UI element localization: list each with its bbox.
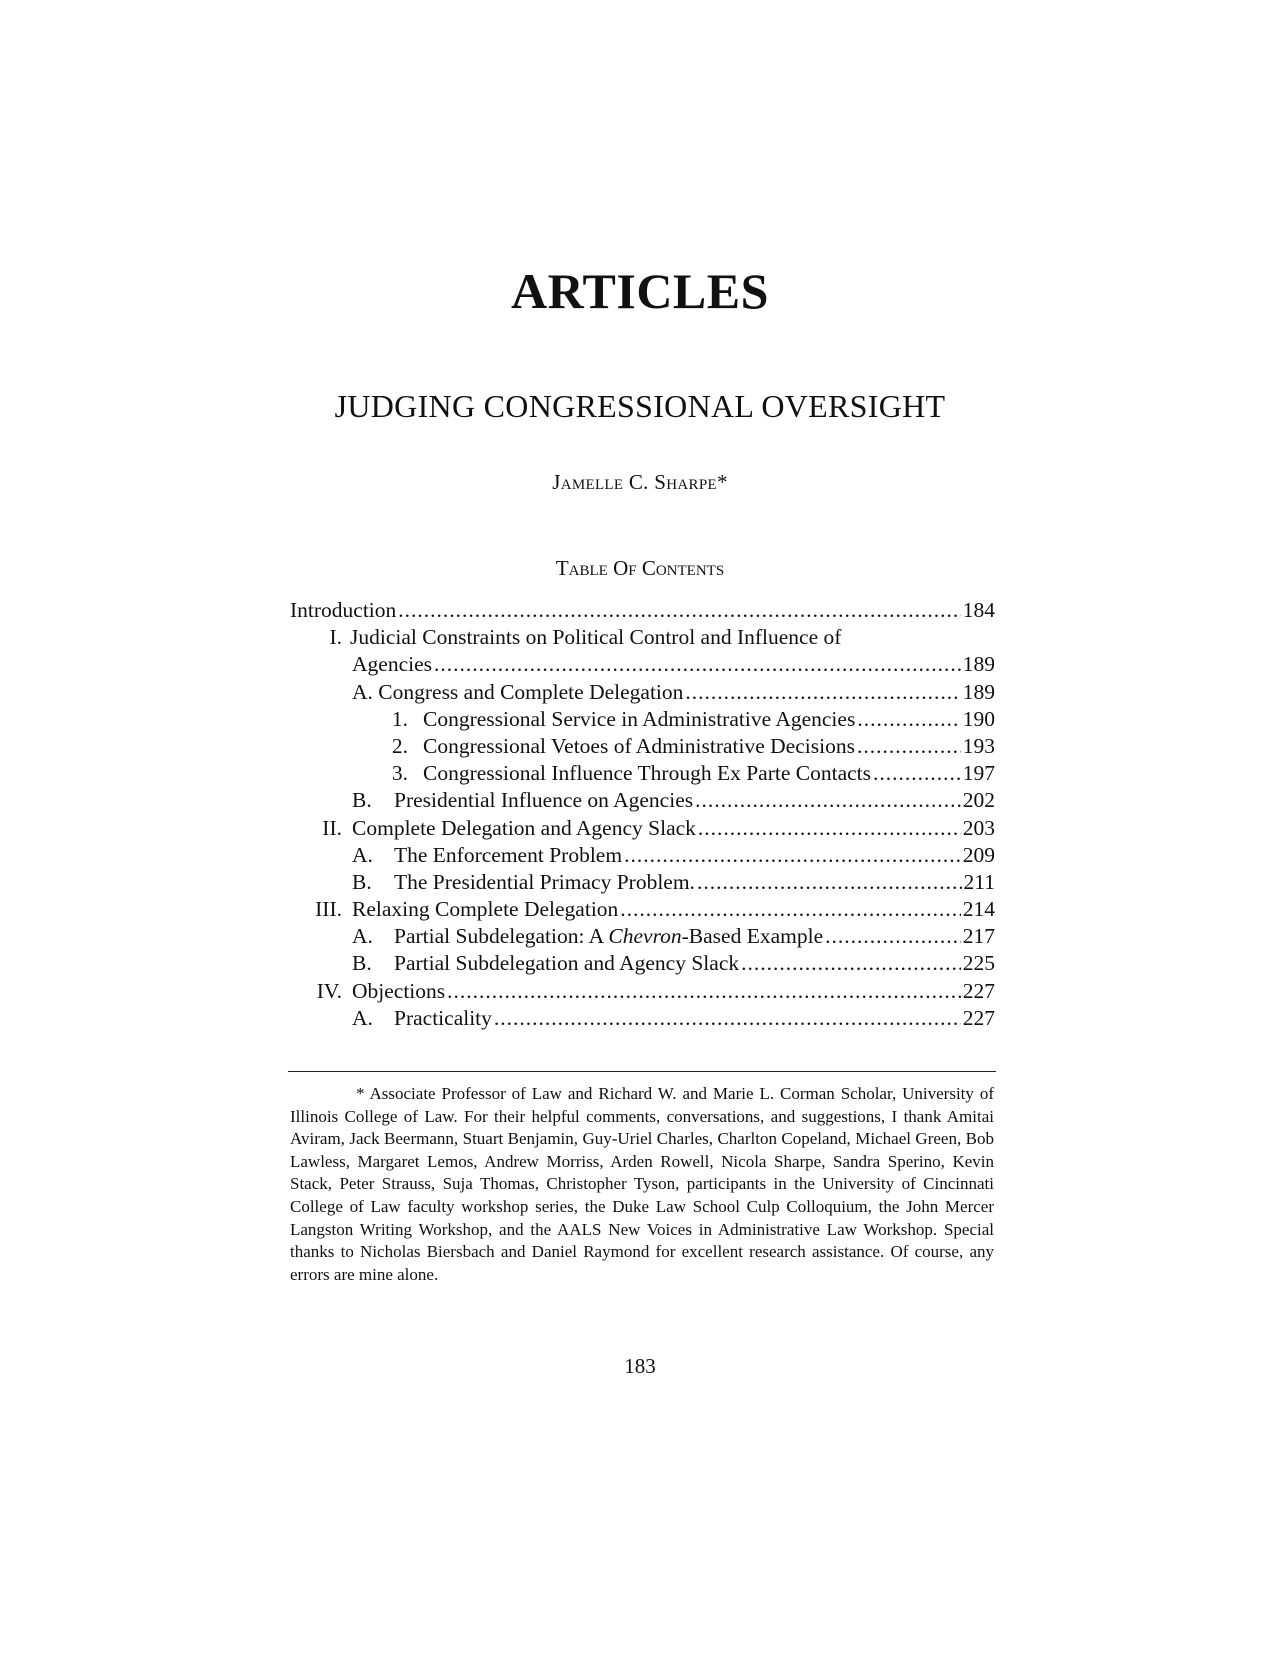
toc-entry-number: II.	[322, 815, 342, 840]
toc-entry-part-1-a-1	[290, 706, 995, 733]
toc-entry-part-3-a	[290, 923, 995, 950]
toc-entry-page: 189	[962, 679, 995, 704]
article-title: JUDGING CONGRESSIONAL OVERSIGHT	[334, 388, 946, 424]
toc-leader-dots	[741, 950, 961, 977]
toc-entry-text: Congressional Influence Through Ex Parte Contacts	[423, 761, 872, 786]
toc-heading: Table Of Contents	[555, 556, 725, 580]
toc-leader-dots	[685, 679, 960, 706]
toc-entry-page: 203	[962, 815, 995, 840]
toc-entry-page: 227	[962, 1005, 995, 1030]
toc-entry-page: 211	[963, 869, 995, 894]
toc-leader-dots	[697, 869, 962, 896]
toc-leader-dots	[398, 597, 960, 624]
toc-leader-dots	[857, 733, 961, 760]
toc-entry-part-3	[290, 896, 995, 923]
toc-entry-page: 217	[962, 924, 995, 949]
toc-entry-number: 2.	[391, 733, 408, 758]
toc-leader-dots	[873, 760, 961, 787]
toc-leader-dots	[857, 706, 960, 733]
toc-entry-number: A.	[352, 924, 373, 949]
toc-entry-text: Introduction	[290, 598, 397, 622]
toc-entry-number: I.	[329, 625, 342, 650]
toc-entry-number: A.	[352, 1005, 373, 1030]
toc-leader-dots	[494, 1005, 961, 1032]
section-heading: ARTICLES	[511, 263, 769, 319]
footnote-divider	[288, 1071, 996, 1072]
toc-entry-part-1-a-3	[290, 760, 995, 787]
toc-entry-part-4-a	[290, 1005, 995, 1032]
toc-entry-part-2-b	[290, 869, 995, 896]
toc-entry-page: 197	[962, 761, 995, 786]
toc-entry-page: 184	[962, 598, 995, 622]
toc-entry-part-2-a	[290, 842, 995, 869]
author-name: Jamelle C. Sharpe*	[552, 470, 728, 494]
toc-entry-number: IV.	[316, 978, 342, 1003]
author-footnote: * Associate Professor of Law and Richard W. and Marie L. Corman Scholar, University of Illinois College of Law. For their helpful comments, conversations, and suggestions, I thank Amitai Aviram, Jack Beermann, Stuart Benjamin, Guy-Uriel Charles, Charlton Copeland, Michael Green, Bob Lawless, Margaret Lemos, Andrew Morriss, Arden Rowell, Nicola Sharpe, Sandra Sperino, Kevin Stack, Peter Strauss, Suja Thomas, Christopher Tyson, participants in the University of Cincinnati College of Law faculty workshop series, the Duke Law School Culp Colloquium, the John Mercer Langston Writing Workshop, and the AALS New Voices in Administrative Law Workshop. Special thanks to Nicholas Biersbach and Daniel Raymond for excellent research assistance. Of course, any errors are mine alone.	[290, 1084, 994, 1284]
toc-leader-dots	[695, 787, 961, 814]
toc-entry-page: 193	[962, 733, 995, 758]
toc-entry-page: 214	[962, 897, 995, 922]
toc-entry-text: Practicality	[394, 1005, 492, 1030]
toc-entry-page: 189	[962, 652, 995, 677]
table-of-contents	[290, 597, 995, 1032]
toc-entry-text: A. Congress and Complete Delegation	[352, 679, 684, 704]
case-name-italic: Chevron	[608, 924, 682, 949]
toc-entry-number: B.	[352, 951, 372, 976]
toc-entry-text: The Presidential Primacy Problem.	[394, 869, 695, 894]
toc-leader-dots	[698, 815, 961, 842]
toc-entry-part-4	[290, 978, 995, 1005]
toc-entry-text: Agencies	[352, 652, 432, 677]
toc-entry-part-1	[290, 624, 995, 651]
toc-entry-part-1-b	[290, 787, 995, 814]
toc-leader-dots	[434, 651, 961, 678]
toc-entry-text: Relaxing Complete Delegation	[352, 897, 619, 922]
toc-entry-part-1-continued	[290, 651, 995, 678]
toc-entry-part-1-a-2	[290, 733, 995, 760]
toc-entry-text: Presidential Influence on Agencies	[394, 788, 694, 813]
toc-entry-page: 209	[962, 842, 995, 867]
toc-entry-page: 190	[962, 706, 995, 731]
toc-leader-dots	[447, 978, 961, 1005]
toc-entry-text-suffix: -Based Example	[681, 924, 824, 949]
page-number: 183	[624, 1354, 656, 1378]
toc-leader-dots	[624, 842, 961, 869]
toc-entry-part-2	[290, 815, 995, 842]
toc-entry-text: The Enforcement Problem	[394, 842, 623, 867]
toc-entry-text: Judicial Constraints on Political Control and Influence of	[350, 625, 842, 650]
toc-leader-dots	[825, 923, 961, 950]
toc-entry-part-3-b	[290, 950, 995, 977]
toc-entry-text: Congressional Vetoes of Administrative Decisions	[423, 733, 855, 758]
toc-entry-text	[394, 923, 823, 950]
toc-entry-text: Objections	[352, 978, 446, 1003]
toc-entry-number: B.	[352, 869, 372, 894]
toc-entry-page: 225	[962, 951, 995, 976]
toc-entry-text: Partial Subdelegation and Agency Slack	[394, 951, 740, 976]
toc-entry-number: 1.	[391, 706, 408, 731]
toc-entry-page: 227	[962, 978, 995, 1003]
toc-entry-text-prefix: Partial Subdelegation: A	[394, 924, 609, 949]
toc-entry-text: Congressional Service in Administrative Agencies	[423, 706, 856, 731]
toc-entry-number: A.	[352, 842, 373, 867]
toc-entry-page: 202	[962, 788, 995, 813]
toc-entry-number: III.	[315, 897, 342, 922]
toc-entry-text: Complete Delegation and Agency Slack	[352, 815, 696, 840]
toc-entry-number: 3.	[391, 761, 408, 786]
toc-entry-number: B.	[352, 788, 372, 813]
toc-entry-part-1-a	[290, 679, 995, 706]
toc-leader-dots	[620, 896, 960, 923]
toc-entry-introduction	[290, 597, 995, 624]
